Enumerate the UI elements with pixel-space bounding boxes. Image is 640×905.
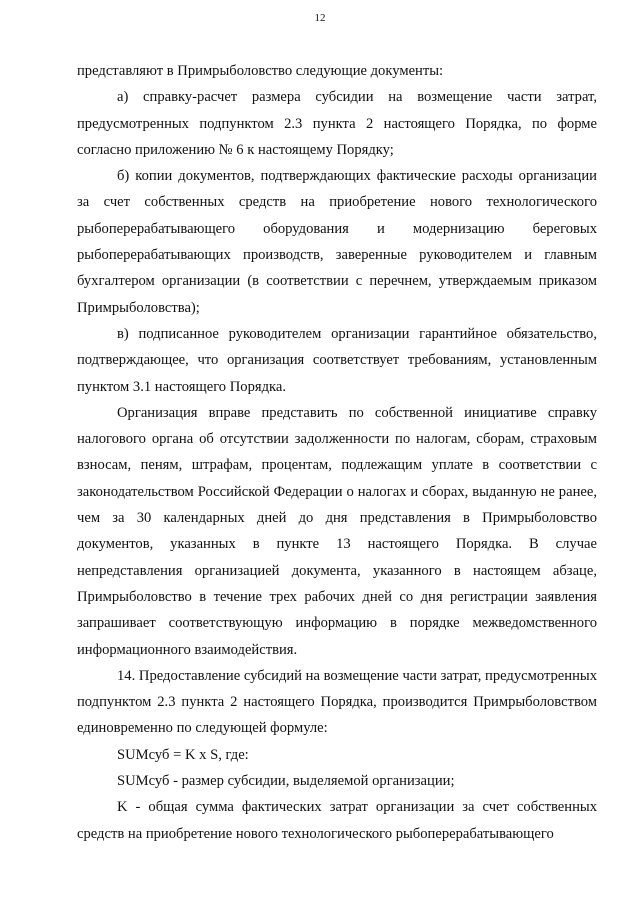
paragraph-item-b: б) копии документов, подтверждающих фактические расходы организации за счет собственных средств на приобретение нового технологического рыбоперерабатывающего оборудования и модернизацию береговых рыбоперерабатывающих производств, заверенные руководителем и главным бухгалтером организации (в соответствии с перечнем, утверждаемым приказом Примрыболовства);: [77, 168, 597, 316]
formula-line: SUMсуб = K x S, где:: [117, 746, 249, 763]
page-number: 12: [314, 12, 326, 24]
paragraph-item-v: в) подписанное руководителем организации гарантийное обязательство, подтверждающее, что организация соответствует требованиям, установленным пунктом 3.1 настоящего Порядка.: [77, 325, 597, 395]
document-body: [77, 58, 597, 847]
paragraph-item-a: а) справку-расчет размера субсидии на возмещение части затрат, предусмотренных подпунктом 2.3 пункта 2 настоящего Порядка, по форме согласно приложению № 6 к настоящему Порядку;: [77, 89, 597, 158]
formula-definition-k: K - общая сумма фактических затрат организации за счет собственных средств на приобретение нового технологического рыбоперерабатывающего: [77, 799, 597, 842]
paragraph-14: 14. Предоставление субсидий на возмещение части затрат, предусмотренных подпунктом 2.3 пункта 2 настоящего Порядка, производится Примрыболовством единовременно по следующей формуле:: [77, 667, 597, 737]
paragraph-intro: представляют в Примрыболовство следующие документы:: [77, 63, 444, 79]
formula-definition-sum: SUMсуб - размер субсидии, выделяемой организации;: [117, 773, 455, 790]
paragraph-tax-certificate: Организация вправе представить по собственной инициативе справку налогового органа об отсутствии задолженности по налогам, сборам, страховым взносам, пеням, штрафам, процентам, подлежащим уплате в соответствии с законодательством Российской Федерации о налогах и сборах, выданную не ранее, чем за 30 календарных дней до дня представления в Примрыболовство документов, указанных в пункте 13 настоящего Порядка. В случае непредставления организацией документа, указанного в настоящем абзаце, Примрыболовство в течение трех рабочих дней со дня регистрации заявления запрашивает соответствующую информацию в порядке межведомственного информационного взаимодействия.: [77, 404, 597, 658]
